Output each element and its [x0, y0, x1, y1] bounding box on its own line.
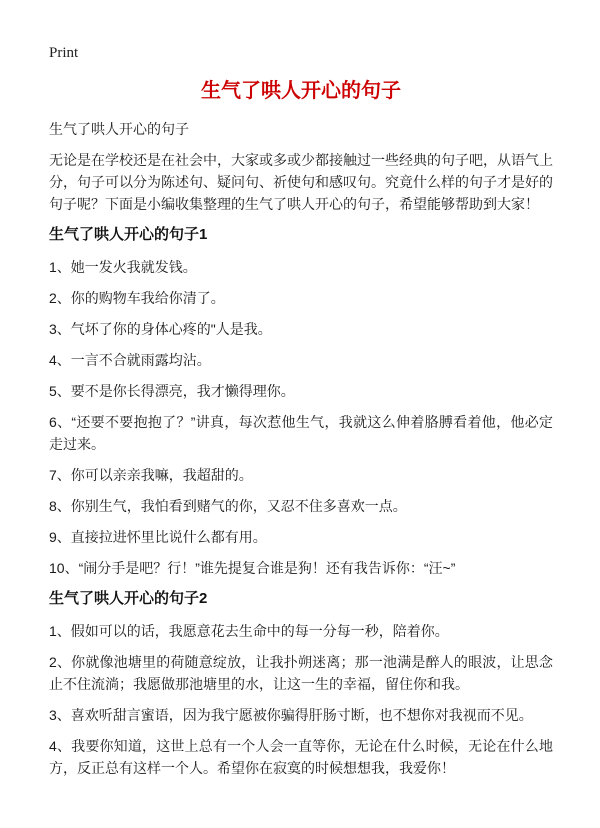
- list-item: 4、一言不合就雨露均沾。: [49, 352, 211, 368]
- print-link[interactable]: Print: [49, 45, 79, 61]
- list-item: 7、你可以亲亲我嘛，我超甜的。: [49, 467, 253, 483]
- page-title: 生气了哄人开心的句子: [201, 80, 401, 102]
- list-item: 5、要不是你长得漂亮，我才懒得理你。: [49, 383, 295, 399]
- list-item: 9、直接拉进怀里比说什么都有用。: [49, 529, 267, 545]
- list-item: 2、你就像池塘里的荷随意绽放，让我扑朔迷离；那一池满是醉人的眼波，让思念止不住流淌；我愿做那池塘里的水，让这一生的幸福，留住你和我。: [49, 654, 553, 692]
- list-item: 4、我要你知道，这世上总有一个人会一直等你，无论在什么时候，无论在什么地方，反正总有这样一个人。希望你在寂寞的时候想想我，我爱你！: [49, 738, 553, 776]
- section-2-heading: 生气了哄人开心的句子2: [49, 590, 208, 607]
- list-item: 2、你的购物车我给你清了。: [49, 290, 225, 306]
- subtitle: 生气了哄人开心的句子: [49, 121, 189, 137]
- intro-paragraph: 无论是在学校还是在社会中，大家或多或少都接触过一些经典的句子吧，从语气上分，句子可以分为陈述句、疑问句、祈使句和感叹句。究竟什么样的句子才是好的句子呢？下面是小编收集整理的生气了哄人开心的句子，希望能够帮助到大家！: [49, 152, 553, 212]
- list-item: 8、你别生气，我怕看到赌气的你，又忍不住多喜欢一点。: [49, 498, 407, 514]
- list-item: 3、喜欢听甜言蜜语，因为我宁愿被你骗得肝肠寸断，也不想你对我视而不见。: [49, 707, 533, 723]
- list-item: 1、她一发火我就发钱。: [49, 259, 197, 275]
- section-1-heading: 生气了哄人开心的句子1: [49, 226, 208, 243]
- list-item: 6、“还要不要抱抱了？”讲真，每次惹他生气，我就这么伸着胳膊看着他，他必定走过来。: [49, 414, 553, 452]
- list-item: 10、“闹分手是吧？行！”谁先提复合谁是狗！还有我告诉你：“汪~”: [49, 560, 456, 576]
- list-item: 3、气坏了你的身体心疼的"人是我。: [49, 321, 272, 337]
- list-item: 1、假如可以的话，我愿意花去生命中的每一分每一秒，陪着你。: [49, 623, 449, 639]
